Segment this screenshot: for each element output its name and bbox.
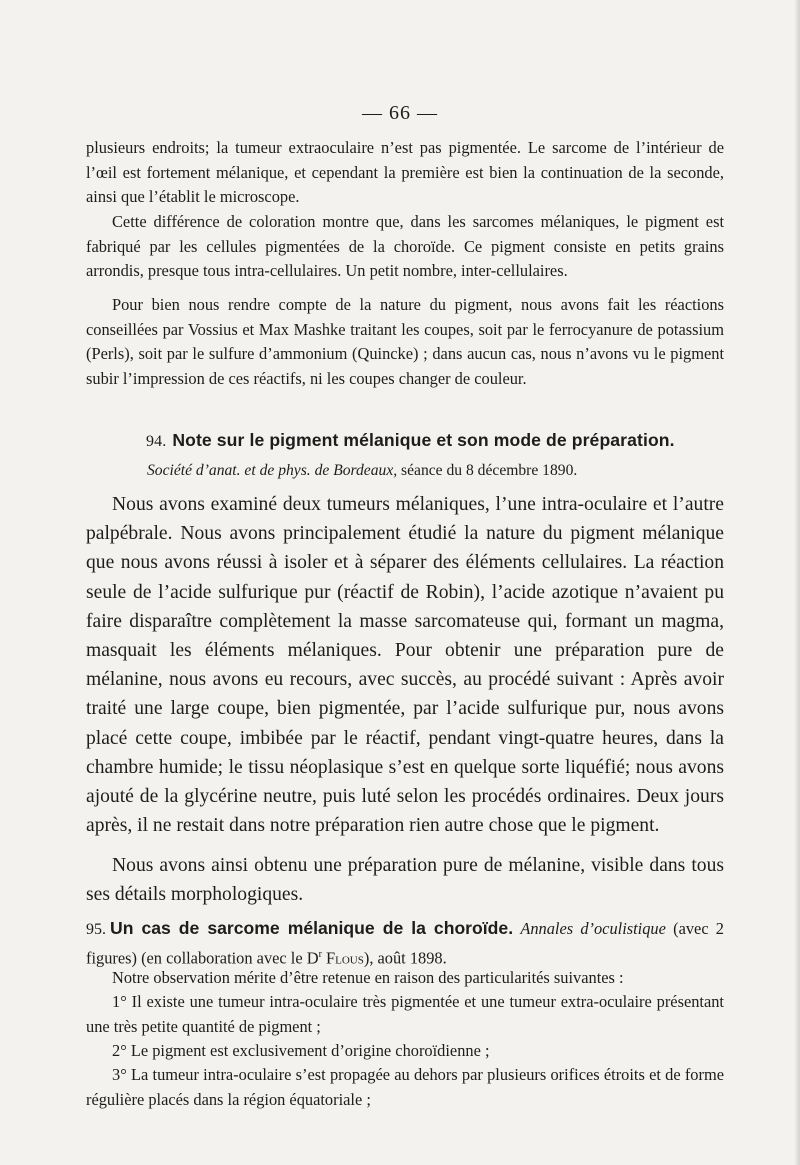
section-94-date: séance du 8 décembre 1890. xyxy=(397,462,578,479)
top-paragraph-1: plusieurs endroits; la tumeur extraoculaire n’est pas pigmentée. Le sarcome de l’intérieur de l’œil est fortement mélanique, et cependant la première est bien la continuation de la seconde, ainsi que l’établit le microscope. xyxy=(86,138,724,206)
top-paragraph-3: Pour bien nous rendre compte de la nature du pigment, nous avons fait les réactions conseillées par Vossius et Max Mashke traitant les coupes, soit par le ferrocyanure de potassium (Perls), soit par le sulfure d’ammonium (Quincke) ; dans aucun cas, nous n’avons vu le pigment subir l’impression de ces réactifs, ni les coupes changer de couleur. xyxy=(86,295,724,388)
section-95-journal: Annales d’oculistique xyxy=(520,919,666,938)
section-95-item-1: 1° Il existe une tumeur intra-oculaire très pigmentée et une tumeur extra-oculaire présentant une très petite quantité de pigment ; xyxy=(86,992,724,1036)
section-94-title: Note sur le pigment mélanique et son mode de préparation. xyxy=(172,430,675,450)
section-95-details-a: (avec 2 figures) (en collaboration avec le D xyxy=(86,919,724,967)
section-95-details-sup: r xyxy=(318,948,322,960)
top-paragraph-2: Cette différence de coloration montre que, dans les sarcomes mélaniques, le pigment est fabriqué par les cellules pigmentées de la choroïde. Ce pigment consiste en petits grains arrondis, presque tous intra-cellulaires. Un petit nombre, inter-cellulaires. xyxy=(86,212,724,280)
section-94-journal: Société d’anat. et de phys. de Bordeaux, xyxy=(147,462,398,479)
section-95-number: 95. xyxy=(86,921,106,938)
section-95-heading xyxy=(86,916,724,970)
section-95-details-b: ), août 1898. xyxy=(363,947,447,967)
section-95-intro: Notre observation mérite d’être retenue en raison des particularités suivantes : xyxy=(112,968,624,987)
section-94-source xyxy=(147,462,577,480)
section-95-author: Flous xyxy=(321,947,364,967)
page-number: — 66 — xyxy=(362,102,438,124)
page-edge-shadow xyxy=(794,0,800,1165)
section-94-number: 94. xyxy=(146,433,167,450)
section-94-paragraph-2: Nous avons ainsi obtenu une préparation pure de mélanine, visible dans tous ses détails morphologiques. xyxy=(86,855,724,906)
section-95-title: Un cas de sarcome mélanique de la choroïde. xyxy=(110,918,514,938)
section-94-paragraph-1: Nous avons examiné deux tumeurs mélaniques, l’une intra-oculaire et l’autre palpébrale. Nous avons principalement étudié la nature du pigment mélanique que nous avons réussi à isoler et à séparer des éléments cellulaires. La réaction seule de l’acide sulfurique pur (réactif de Robin), l’acide azotique n’avaient pu faire disparaître complètement la masse sarcomateuse qui, formant un magma, masquait les éléments mélaniques. Pour obtenir une préparation pure de mélanine, nous avons eu recours, avec succès, au procédé suivant : Après avoir traité une large coupe, bien pigmentée, par l’acide sulfurique pur, nous avons placé cette coupe, imbibée par le réactif, pendant vingt-quatre heures, dans la chambre humide; le tissu néoplasique s’est en quelque sorte liquéfié; nous avons ajouté de la glycérine neutre, puis luté selon les procédés ordinaires. Deux jours après, il ne restait dans notre préparation rien autre chose que le pigment. xyxy=(86,494,724,837)
section-95-item-3: 3° La tumeur intra-oculaire s’est propagée au dehors par plusieurs orifices étroits et de forme régulière placés dans la région équatoriale ; xyxy=(86,1065,724,1109)
section-94-heading xyxy=(146,430,675,451)
section-95-item-2: 2° Le pigment est exclusivement d’origine choroïdienne ; xyxy=(112,1041,490,1060)
